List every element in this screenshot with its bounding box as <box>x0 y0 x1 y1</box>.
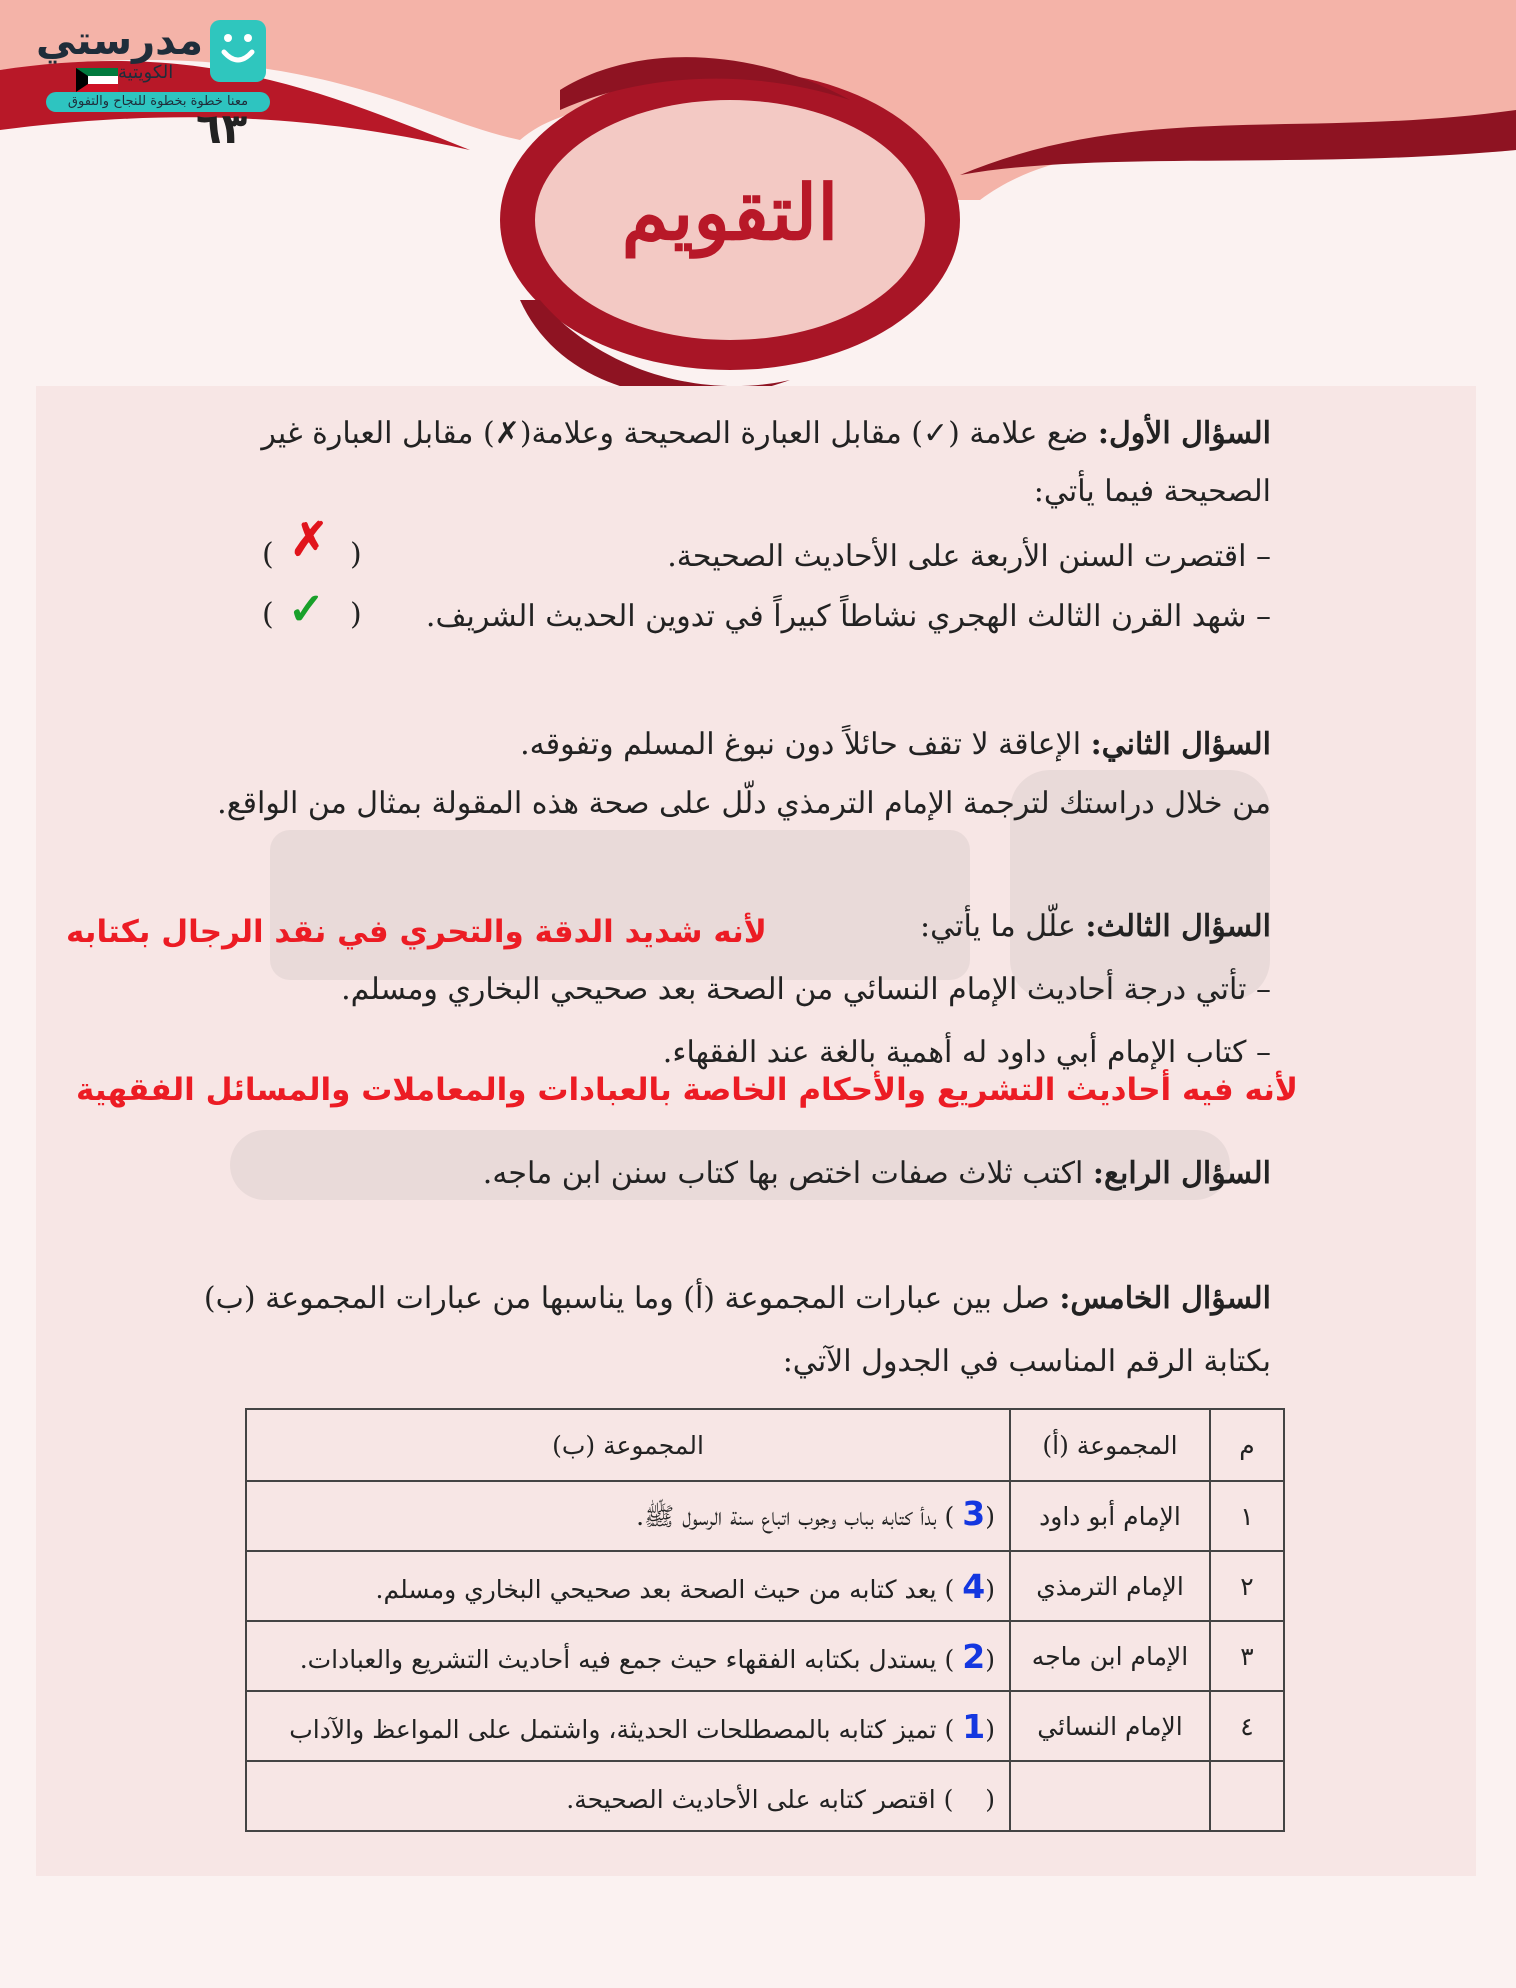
q3-item1: – تأتي درجة أحاديث الإمام النسائي من الصحة بعد صحيحي البخاري ومسلم. <box>341 972 1271 1007</box>
q5-label: السؤال الخامس: <box>1059 1281 1271 1316</box>
logo-brand-text: مدرستي <box>36 18 204 64</box>
row-num <box>1210 1761 1284 1831</box>
header-group-a: المجموعة (أ) <box>1010 1409 1210 1481</box>
q5-line1 <box>204 1277 1271 1321</box>
q5-line2: بكتابة الرقم المناسب في الجدول الآتي: <box>782 1344 1271 1379</box>
row-group-b: (4 ) يعد كتابه من حيث الصحة بعد صحيحي البخاري ومسلم. <box>246 1551 1010 1621</box>
q4-text: اكتب ثلاث صفات اختص بها كتاب سنن ابن ماجه. <box>482 1156 1084 1191</box>
row-group-a: الإمام ابن ماجه <box>1010 1621 1210 1691</box>
row-group-a: الإمام النسائي <box>1010 1691 1210 1761</box>
row-group-a: الإمام الترمذي <box>1010 1551 1210 1621</box>
q1-answer-check-icon: ✓ <box>288 584 325 635</box>
q3-item2: – كتاب الإمام أبي داود له أهمية بالغة عند الفقهاء. <box>662 1035 1271 1070</box>
row-answer-number: 1 <box>962 1706 986 1746</box>
q3-text: علّل ما يأتي: <box>920 909 1076 944</box>
table-row <box>246 1621 1284 1691</box>
row-num: ١ <box>1210 1481 1284 1551</box>
q1-paren2-close: ) <box>262 597 274 632</box>
table-row <box>246 1691 1284 1761</box>
table-row <box>246 1551 1284 1621</box>
row-group-b: (3 ) بدأ كتابه بباب وجوب اتباع سنة الرسول ﷺ. <box>246 1481 1010 1551</box>
q1-item1: – اقتصرت السنن الأربعة على الأحاديث الصحيحة. <box>667 539 1271 574</box>
table-row <box>246 1761 1284 1831</box>
page-title: التقويم <box>621 168 839 257</box>
row-group-b-text: تميز كتابه بالمصطلحات الحديثة، واشتمل على المواعظ والآداب <box>289 1714 937 1744</box>
q2-text1: الإعاقة لا تقف حائلاً دون نبوغ المسلم وتفوقه. <box>520 727 1082 762</box>
row-num: ٢ <box>1210 1551 1284 1621</box>
page-number: ٦٣ <box>196 104 248 153</box>
row-num: ٣ <box>1210 1621 1284 1691</box>
q3-line1 <box>920 905 1271 949</box>
row-group-b-text: بدأ كتابه بباب وجوب اتباع سنة الرسول ﷺ. <box>636 1502 937 1531</box>
row-group-b-text: يعد كتابه من حيث الصحة بعد صحيحي البخاري ومسلم. <box>375 1574 937 1604</box>
logo-country-text: الكويتية <box>118 62 174 83</box>
row-answer-number: 2 <box>962 1636 986 1676</box>
q3-answer2: لأنه فيه أحاديث التشريع والأحكام الخاصة بالعبادات والمعاملات والمسائل الفقهية <box>76 1072 1299 1108</box>
row-num: ٤ <box>1210 1691 1284 1761</box>
q2-label: السؤال الثاني: <box>1090 727 1271 762</box>
row-group-a <box>1010 1761 1210 1831</box>
row-group-b: (2 ) يستدل بكتابه الفقهاء حيث جمع فيه أحاديث التشريع والعبادات. <box>246 1621 1010 1691</box>
q2-line2: من خلال دراستك لترجمة الإمام الترمذي دلّل على صحة هذه المقولة بمثال من الواقع. <box>217 786 1271 821</box>
q1-line2: الصحيحة فيما يأتي: <box>1033 474 1271 509</box>
header-group-b: المجموعة (ب) <box>246 1409 1010 1481</box>
q1-line1 <box>261 412 1271 456</box>
table-header-row <box>246 1409 1284 1481</box>
q5-text1: صل بين عبارات المجموعة (أ) وما يناسبها من عبارات المجموعة (ب) <box>203 1281 1050 1316</box>
q1-answer-x-icon: ✗ <box>290 512 329 566</box>
q1-label: السؤال الأول: <box>1097 416 1271 451</box>
row-group-b-text: اقتصر كتابه على الأحاديث الصحيحة. <box>566 1784 936 1814</box>
q1-paren2-open: ( <box>350 597 362 632</box>
q4-line <box>483 1152 1271 1196</box>
row-group-b: (1 ) تميز كتابه بالمصطلحات الحديثة، واشتمل على المواعظ والآداب <box>246 1691 1010 1761</box>
logo-tagline: معنا خطوة بخطوة للنجاح والتفوق <box>46 92 270 112</box>
row-group-b-text: يستدل بكتابه الفقهاء حيث جمع فيه أحاديث التشريع والعبادات. <box>299 1644 937 1674</box>
row-group-a: الإمام أبو داود <box>1010 1481 1210 1551</box>
q2-line1 <box>520 723 1271 767</box>
q1-paren1-close: ) <box>262 537 274 572</box>
q4-label: السؤال الرابع: <box>1092 1156 1271 1191</box>
table-row <box>246 1481 1284 1551</box>
q1-text1: ضع علامة (✓) مقابل العبارة الصحيحة وعلامة(✗) مقابل العبارة غير <box>261 416 1089 451</box>
row-group-b: ( ) اقتصر كتابه على الأحاديث الصحيحة. <box>246 1761 1010 1831</box>
q3-answer1: لأنه شديد الدقة والتحري في نقد الرجال بكتابه <box>66 914 767 950</box>
q1-item2: – شهد القرن الثالث الهجري نشاطاً كبيراً في تدوين الحديث الشريف. <box>425 599 1271 634</box>
matching-table <box>245 1408 1285 1832</box>
q3-label: السؤال الثالث: <box>1085 909 1271 944</box>
row-answer-number: 3 <box>962 1494 986 1533</box>
q1-paren1-open: ( <box>350 537 362 572</box>
row-answer-number: 4 <box>962 1566 986 1606</box>
header-num: م <box>1210 1409 1284 1481</box>
